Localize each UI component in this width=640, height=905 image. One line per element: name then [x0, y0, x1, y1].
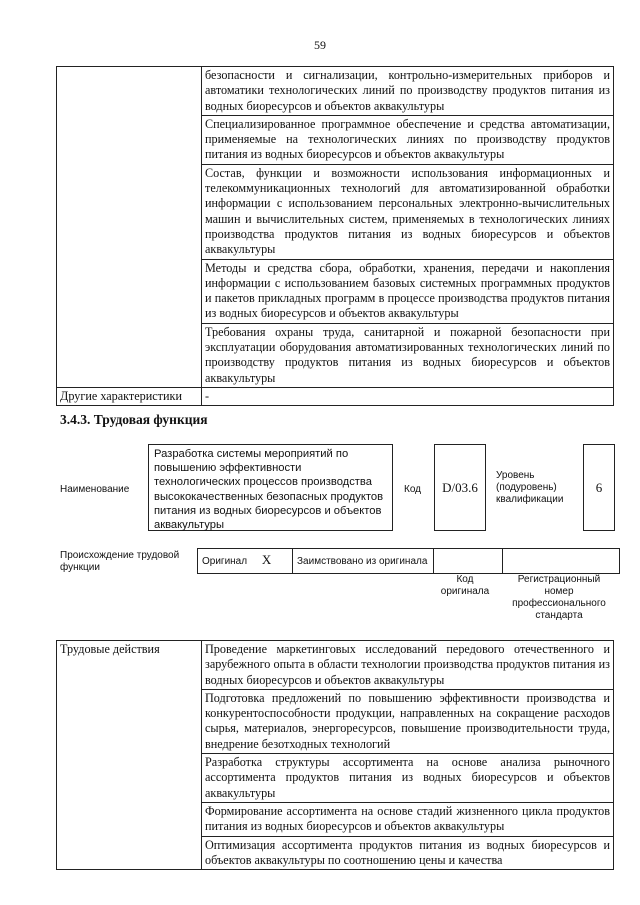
table-cell: Оптимизация ассортимента продуктов питания из водных биоресурсов и объектов аквакультуры по соотношению цены и качества — [202, 836, 614, 870]
reg-number-cell — [503, 549, 620, 574]
table-row — [57, 67, 614, 116]
code-value-box: D/03.6 — [434, 444, 486, 531]
table-cell: Специализированное программное обеспечение и средства автоматизации, применяемые на технологических линиях по производству продуктов питания из водных биоресурсов и объектов аквакультуры — [202, 115, 614, 164]
origin-label: Происхождение трудовой функции — [60, 550, 180, 573]
table-label-cell — [57, 67, 202, 388]
table-label-cell: Другие характеристики — [57, 387, 202, 405]
actions-label-cell: Трудовые действия — [57, 641, 202, 870]
origin-table — [197, 548, 620, 574]
code-label: Код — [404, 484, 422, 495]
function-name-box: Разработка системы мероприятий по повышению эффективности технологических процессов производства высококачественных безопасных продуктов питания из водных биоресурсов и объектов аквакультуры — [148, 444, 393, 531]
table-cell: - — [202, 387, 614, 405]
table-cell: Разработка структуры ассортимента на основе анализа рыночного ассортимента продуктов питания из водных биоресурсов и объектов аквакультуры — [202, 754, 614, 803]
level-value-box: 6 — [583, 444, 615, 531]
table-cell: Проведение маркетинговых исследований передового отечественного и зарубежного опыта в области технологии производства продуктов питания из водных биоресурсов и объектов аквакультуры — [202, 641, 614, 690]
origin-original-cell — [198, 549, 293, 574]
table-cell: Состав, функции и возможности использования информационных и телекоммуникационных технологий для автоматизированной обработки информации с использованием персональных электронно-вычислительных машин и вычислительных систем, применяемых в технологических линиях производства продуктов питания из водных биоресурсов и объектов аквакультуры — [202, 164, 614, 259]
knowledge-table — [56, 66, 614, 406]
section-title: 3.4.3. Трудовая функция — [60, 412, 208, 427]
table-cell: Требования охраны труда, санитарной и пожарной безопасности при эксплуатации оборудования автоматизированных технологических линий по производству продуктов питания из водных биоресурсов и объектов аквакультуры — [202, 323, 614, 387]
level-label: Уровень (подуровень) квалификации — [496, 470, 564, 505]
borrowed-cell: Заимствовано из оригинала — [293, 549, 434, 574]
table-cell: безопасности и сигнализации, контрольно-измерительных приборов и автоматики технологических линий по производству продуктов питания из водных биоресурсов и объектов аквакультуры — [202, 67, 614, 116]
code-original-cell — [434, 549, 503, 574]
table-cell: Методы и средства сбора, обработки, хранения, передачи и накопления информации с использованием базовых системных программных продуктов и пакетов прикладных программ в процессе производства продуктов питания из водных биоресурсов и объектов аквакультуры — [202, 259, 614, 323]
table-cell: Подготовка предложений по повышению эффективности производства и конкурентоспособности продукции, направленных на сокращение расходов сырья, материалов, энергоресурсов, повышение производительности труда, внедрение безотходных технологий — [202, 689, 614, 753]
table-row — [57, 387, 614, 405]
name-label: Наименование — [60, 484, 130, 495]
reg-number-label: Регистрационный номер профессионального стандарта — [512, 574, 606, 621]
table-row — [57, 641, 614, 690]
table-row — [198, 549, 620, 574]
original-label: Оригинал — [202, 556, 248, 567]
actions-table — [56, 640, 614, 870]
page-number: 59 — [314, 38, 326, 52]
code-original-label: Код оригинала — [440, 574, 490, 597]
original-mark: X — [261, 552, 272, 567]
table-cell: Формирование ассортимента на основе стадий жизненного цикла продуктов питания из водных биоресурсов и объектов аквакультуры — [202, 802, 614, 836]
